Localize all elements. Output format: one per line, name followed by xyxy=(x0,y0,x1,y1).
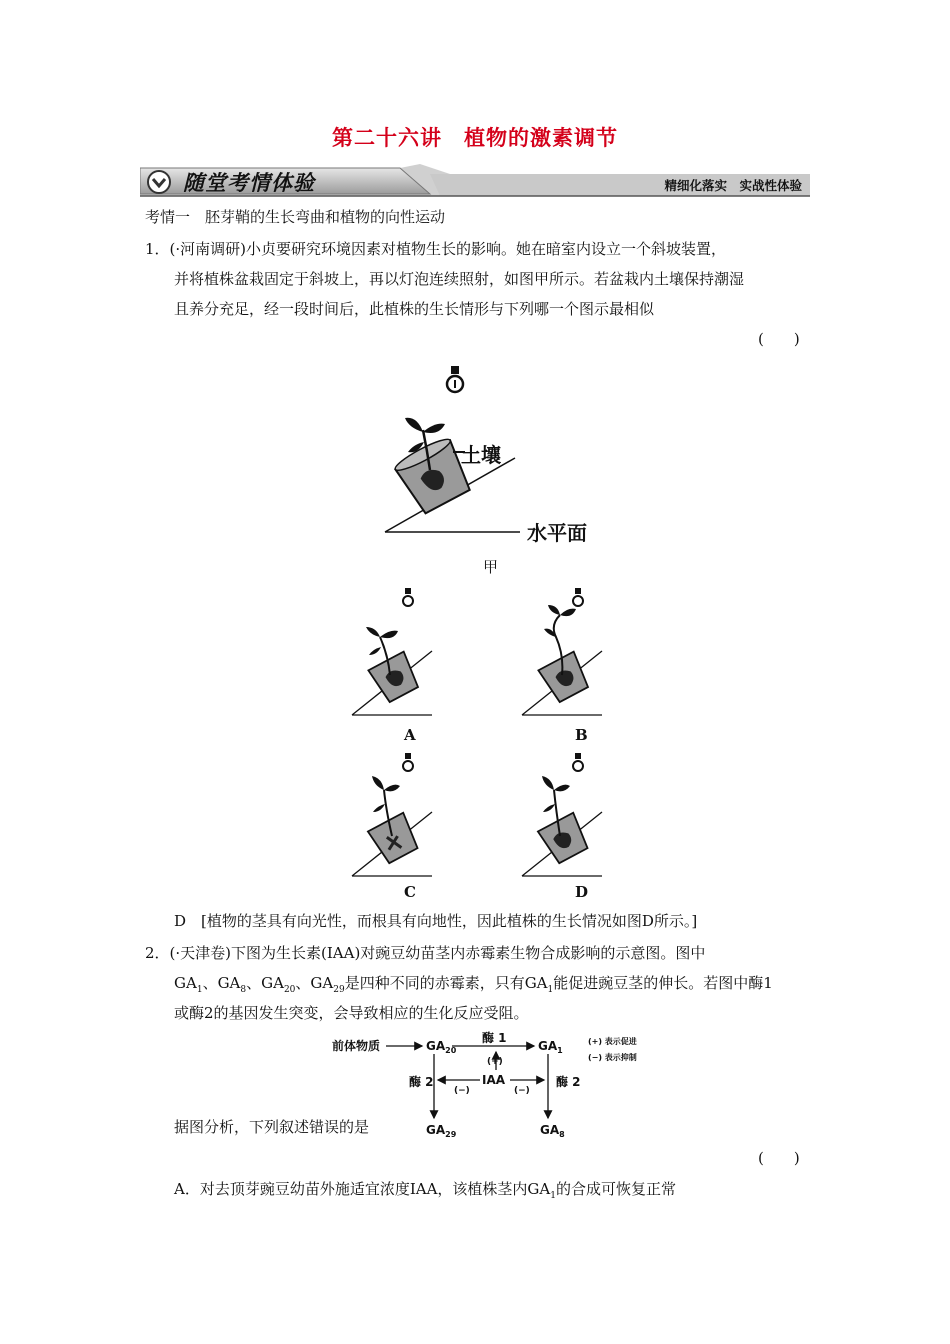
q2-option-a: A．对去顶芽豌豆幼苗外施适宜浓度IAA，该植株茎内$GA_1$的合成可恢复正常 xyxy=(174,1180,676,1201)
enzyme2-left-label: 酶 2 xyxy=(409,1075,434,1089)
q2-line1: 2．(·天津卷)下图为生长素(IAA)对豌豆幼苗茎内赤霉素生物合成影响的示意图。图中 xyxy=(145,944,706,962)
q2-line2: $GA_1$、$GA_8$、$GA_{20}$、$GA_{29}$是四种不同的赤霉素，只有$GA_1$能促进豌豆茎的伸长。若图中酶1 xyxy=(174,974,773,995)
figure-main xyxy=(375,360,615,550)
q1-line2: 并将植株盆栽固定于斜坡上，再以灯泡连续照射，如图甲所示。若盆栽内土壤保持潮湿 xyxy=(174,270,745,288)
iaa-label: IAA xyxy=(482,1073,506,1087)
minus-right-label: (−) xyxy=(514,1086,530,1096)
q1-line1: 1．(·河南调研)小贞要研究环境因素对植物生长的影响。她在暗室内设立一个斜坡装置， xyxy=(145,240,727,258)
figure-option-d xyxy=(520,750,610,880)
soil-label: 土壤 xyxy=(461,443,501,467)
ground-label: 水平面 xyxy=(527,521,587,545)
legend-minus: (−) 表示抑制 xyxy=(588,1053,637,1062)
q2-prompt: 据图分析，下列叙述错误的是 xyxy=(174,1118,370,1136)
precursor-label: 前体物质 xyxy=(332,1039,381,1053)
figure-main-caption: 甲 xyxy=(483,558,499,576)
option-label-b: B xyxy=(575,726,588,744)
figure-option-c xyxy=(350,750,440,880)
option-label-d: D xyxy=(575,883,589,901)
ga29-label: $GA_{29}$ xyxy=(426,1123,457,1139)
banner-icon xyxy=(146,169,172,195)
banner-right-text: 精细化落实 实战性体验 xyxy=(664,178,802,193)
pathway-diagram xyxy=(330,1030,650,1140)
bulb-icon xyxy=(447,366,463,392)
ga1-label: $GA_1$ xyxy=(538,1039,563,1055)
legend-plus: (+) 表示促进 xyxy=(588,1037,637,1046)
ga8-label: $GA_8$ xyxy=(540,1123,565,1139)
figure-option-a xyxy=(350,585,440,720)
minus-left-label: (−) xyxy=(454,1086,470,1096)
banner-left-text: 随堂考情体验 xyxy=(183,171,315,195)
figure-option-b xyxy=(520,585,610,720)
q1-answer-explanation: D [植物的茎具有向光性，而根具有向地性，因此植株的生长情况如图D所示。] xyxy=(174,912,698,930)
enzyme2-right-label: 酶 2 xyxy=(556,1075,581,1089)
option-label-a: A xyxy=(404,726,416,744)
section-heading: 考情一 胚芽鞘的生长弯曲和植物的向性运动 xyxy=(145,208,446,226)
ga20-label: $GA_{20}$ xyxy=(426,1039,457,1055)
q1-line3: 且养分充足，经一段时间后，此植株的生长情形与下列哪一个图示最相似 xyxy=(174,300,655,318)
option-label-c: C xyxy=(404,883,416,901)
q2-answer-paren: ( ) xyxy=(758,1149,800,1167)
plus-label: (+) xyxy=(487,1057,503,1067)
q2-line3: 或酶2的基因发生突变，会导致相应的生化反应受阻。 xyxy=(174,1004,529,1022)
q1-answer-paren: ( ) xyxy=(758,330,800,348)
page-title: 第二十六讲 植物的激素调节 xyxy=(332,125,618,150)
enzyme1-label: 酶 1 xyxy=(482,1031,507,1045)
